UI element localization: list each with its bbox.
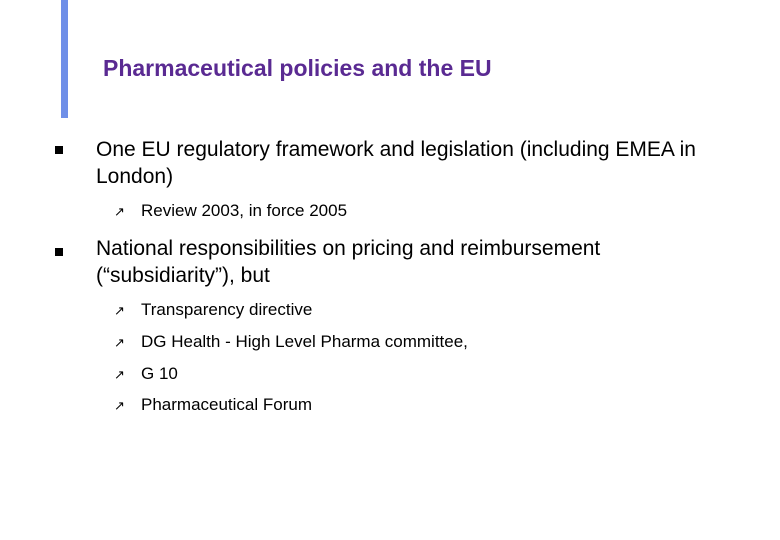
arrow-up-right-icon: ↗ — [114, 303, 125, 318]
sub-bullet-text: Review 2003, in force 2005 — [141, 201, 348, 220]
square-bullet-icon — [55, 146, 63, 154]
sub-bullet-text: DG Health - High Level Pharma committee, — [141, 332, 468, 351]
sub-bullet-text: Transparency directive — [141, 300, 313, 319]
arrow-up-right-icon: ↗ — [114, 204, 125, 219]
bullet-1-text: One EU regulatory framework and legislation (including EMEA in London) — [96, 138, 696, 188]
arrow-up-right-icon: ↗ — [114, 398, 125, 413]
accent-bar — [61, 0, 68, 118]
sub-bullet-text: Pharmaceutical Forum — [141, 395, 313, 414]
square-bullet-icon — [55, 248, 63, 256]
arrow-up-right-icon: ↗ — [114, 335, 125, 350]
bullet-2-text: National responsibilities on pricing and reimbursement (“subsidiarity”), but — [96, 237, 601, 287]
sub-bullet-text: G 10 — [141, 364, 178, 383]
arrow-up-right-icon: ↗ — [114, 367, 125, 382]
slide-title: Pharmaceutical policies and the EU — [103, 55, 492, 81]
